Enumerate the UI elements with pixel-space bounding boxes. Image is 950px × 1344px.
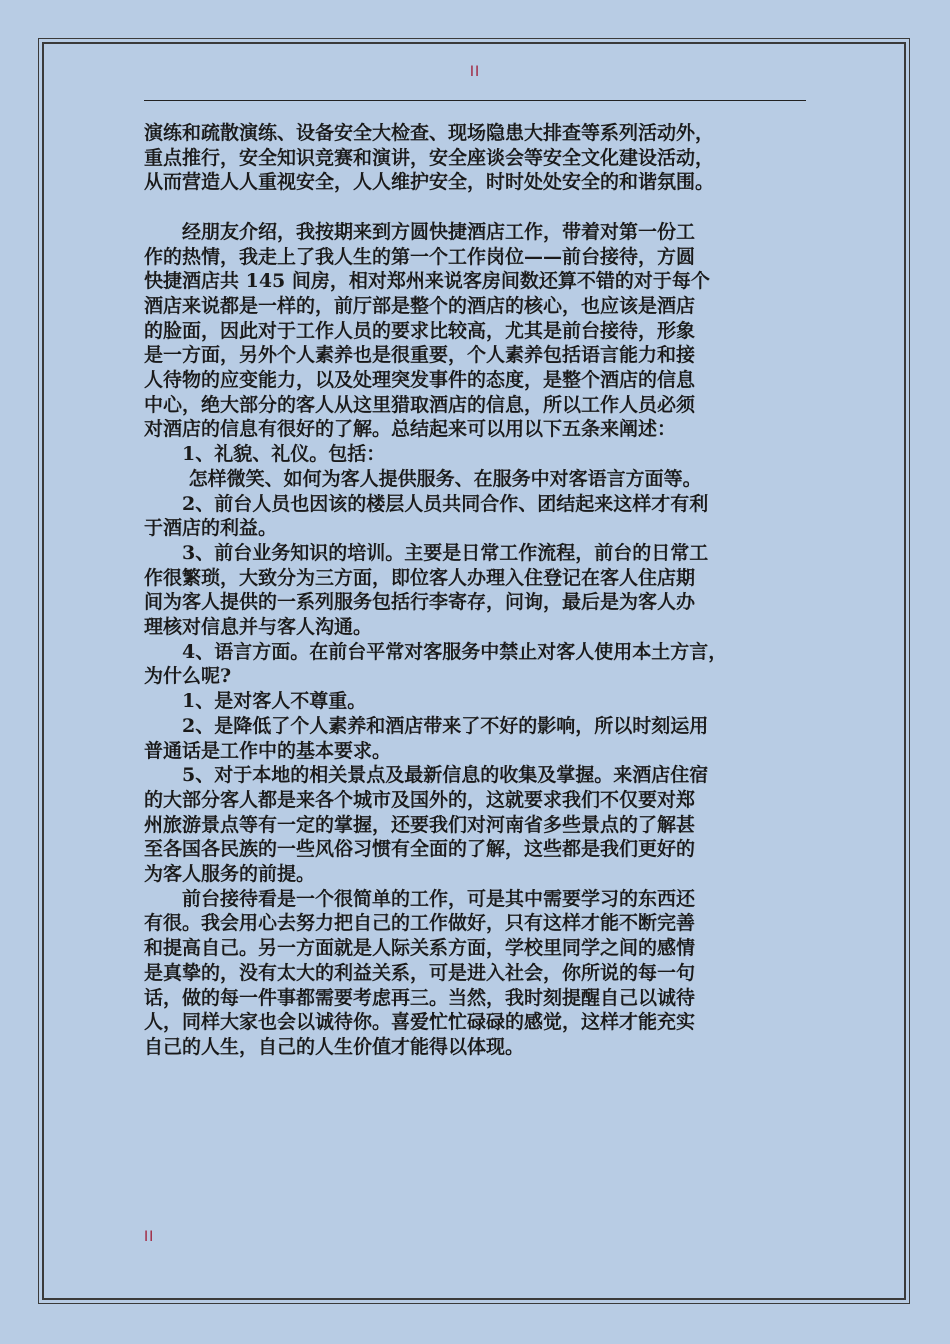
paragraph-block-safety xyxy=(144,121,824,195)
text-line: 和提高自己。另一方面就是人际关系方面，学校里同学之间的感情 xyxy=(144,937,696,960)
text-line: 中心，绝大部分的客人从这里猎取酒店的信息，所以工作人员必须 xyxy=(144,393,696,416)
text-line: 州旅游景点等有一定的掌握，还要我们对河南省多些景点的了解甚 xyxy=(144,813,696,836)
text-line: 作的热情，我走上了我人生的第一个工作岗位——前台接待，方圆 xyxy=(144,245,696,268)
text-line: 为客人服务的前提。 xyxy=(144,863,316,886)
text-line: 的大部分客人都是来各个城市及国外的，这就要求我们不仅要对郑 xyxy=(144,788,696,811)
document-body xyxy=(144,121,824,1060)
text-line: 作很繁琐，大致分为三方面，即位客人办理入住登记在客人住店期 xyxy=(144,566,696,589)
text-line: 人，同样大家也会以诚待你。喜爱忙忙碌碌的感觉，这样才能充实 xyxy=(144,1011,696,1034)
text-line: 3、前台业务知识的培训。主要是日常工作流程，前台的日常工 xyxy=(144,541,709,564)
text-line: 是一方面，另外个人素养也是很重要，个人素养包括语言能力和接 xyxy=(144,344,696,367)
text-line: 有很。我会用心去努力把自己的工作做好，只有这样才能不断完善 xyxy=(144,912,696,935)
text-line: 为什么呢? xyxy=(144,665,232,688)
text-line: 理核对信息并与客人沟通。 xyxy=(144,616,373,639)
header-rule xyxy=(144,100,806,101)
text-line: 间为客人提供的一系列服务包括行李寄存，问询，最后是为客人办 xyxy=(144,591,696,614)
text-line: 2、前台人员也因该的楼层人员共同合作、团结起来这样才有利 xyxy=(144,492,709,515)
text-line: 5、对于本地的相关景点及最新信息的收集及掌握。来酒店住宿 xyxy=(144,764,709,787)
text-line: 话，做的每一件事都需要考虑再三。当然，我时刻提醒自己以诚待 xyxy=(144,986,696,1009)
text-line: 4、语言方面。在前台平常对客服务中禁止对客人使用本土方言， xyxy=(144,640,728,663)
text-line: 的脸面，因此对于工作人员的要求比较高，尤其是前台接待，形象 xyxy=(144,319,696,342)
text-line: 前台接待看是一个很简单的工作，可是其中需要学习的东西还 xyxy=(144,887,696,910)
text-line: 怎样微笑、如何为客人提供服务、在服务中对客语言方面等。 xyxy=(144,467,702,490)
text-line: 2、是降低了个人素养和酒店带来了不好的影响，所以时刻运用 xyxy=(144,714,709,737)
text-line: 快捷酒店共 145 间房，相对郑州来说客房间数还算不错的对于每个 xyxy=(144,270,710,293)
text-line: 1、是对客人不尊重。 xyxy=(144,690,367,713)
text-line: 1、礼貌、礼仪。包括： xyxy=(144,443,386,466)
text-line: 经朋友介绍，我按期来到方圆快捷酒店工作，带着对第一份工 xyxy=(144,220,696,243)
paragraph-gap xyxy=(144,195,824,220)
text-line: 对酒店的信息有很好的了解。总结起来可以用以下五条来阐述： xyxy=(144,418,677,441)
text-line: 普通话是工作中的基本要求。 xyxy=(144,739,392,762)
text-line: 于酒店的利益。 xyxy=(144,517,278,540)
text-line: 人待物的应变能力，以及处理突发事件的态度，是整个酒店的信息 xyxy=(144,369,696,392)
text-line: 自己的人生，自己的人生价值才能得以体现。 xyxy=(144,1036,525,1058)
text-line: 演练和疏散演练、设备安全大检查、现场隐患大排查等系列活动外， xyxy=(144,122,715,144)
text-line: 是真挚的，没有太大的利益关系，可是进入社会，你所说的每一句 xyxy=(144,961,696,984)
paragraph-block-reception xyxy=(144,220,824,1060)
text-line: 酒店来说都是一样的，前厅部是整个的酒店的核心，也应该是酒店 xyxy=(144,294,696,317)
footer-mark: II xyxy=(144,1229,155,1245)
header-mark: II xyxy=(469,64,481,80)
text-line: 从而营造人人重视安全，人人维护安全，时时处处安全的和谐氛围。 xyxy=(144,171,715,194)
text-line: 重点推行，安全知识竞赛和演讲，安全座谈会等安全文化建设活动， xyxy=(144,146,715,169)
text-line: 至各国各民族的一些风俗习惯有全面的了解，这些都是我们更好的 xyxy=(144,838,696,861)
